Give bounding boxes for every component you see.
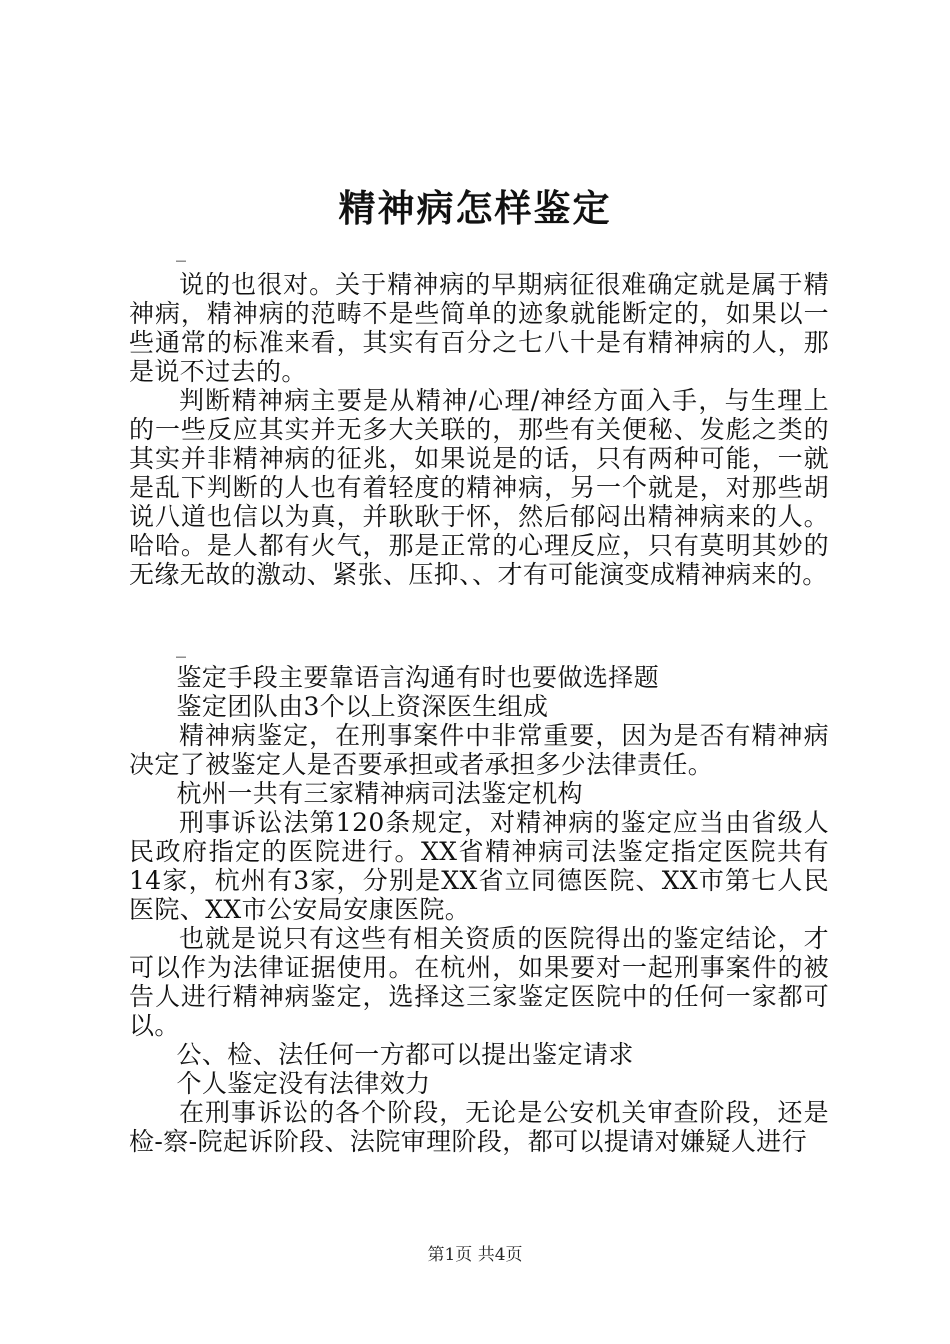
paragraph: 判断精神病主要是从精神/心理/神经方面入手，与生理上的一些反应其实并无多大关联的，那些有关便秘、发彪之类的其实并非精神病的征兆，如果说是的话，只有两种可能，一就是乱下判断的人也有着轻度的精神病，另一个就是，对那些胡说八道也信以为真，并耿耿于怀，然后郁闷出精神病来的人。哈哈。是人都有火气，那是正常的心理反应，只有莫明其妙的无缘无故的激动、紧张、压抑、、才有可能演变成精神病来的。 bbox=[129, 386, 829, 589]
section-2 bbox=[129, 663, 829, 1156]
paragraph: 精神病鉴定，在刑事案件中非常重要，因为是否有精神病决定了被鉴定人是否要承担或者承担多少法律责任。 bbox=[129, 721, 829, 779]
document-title: 精神病怎样鉴定 bbox=[338, 186, 612, 230]
paragraph: 个人鉴定没有法律效力 bbox=[176, 1069, 431, 1098]
paragraph: 在刑事诉讼的各个阶段，无论是公安机关审查阶段，还是检-察-院起诉阶段、法院审理阶段，都可以提请对嫌疑人进行 bbox=[129, 1098, 829, 1156]
paragraph: 刑事诉讼法第120条规定，对精神病的鉴定应当由省级人民政府指定的医院进行。XX省精神病司法鉴定指定医院共有14家，杭州有3家，分别是XX省立同德医院、XX市第七人民医院、XX市公安局安康医院。 bbox=[129, 808, 829, 924]
page-footer: 第1页 共4页 bbox=[427, 1245, 523, 1265]
paragraph: 鉴定手段主要靠语言沟通有时也要做选择题 bbox=[176, 663, 660, 692]
paragraph: 杭州一共有三家精神病司法鉴定机构 bbox=[176, 779, 583, 808]
section-marker: _ bbox=[176, 634, 186, 658]
paragraph: 鉴定团队由3个以上资深医生组成 bbox=[176, 692, 549, 721]
section-1 bbox=[129, 270, 829, 589]
paragraph: 说的也很对。关于精神病的早期病征很难确定就是属于精神病，精神病的范畴不是些简单的迹象就能断定的，如果以一些通常的标准来看，其实有百分之七八十是有精神病的人，那是说不过去的。 bbox=[129, 270, 829, 386]
paragraph: 也就是说只有这些有相关资质的医院得出的鉴定结论，才可以作为法律证据使用。在杭州，如果要对一起刑事案件的被告人进行精神病鉴定，选择这三家鉴定医院中的任何一家都可以。 bbox=[129, 924, 829, 1040]
section-marker: _ bbox=[176, 238, 186, 262]
paragraph: 公、检、法任何一方都可以提出鉴定请求 bbox=[176, 1040, 634, 1069]
